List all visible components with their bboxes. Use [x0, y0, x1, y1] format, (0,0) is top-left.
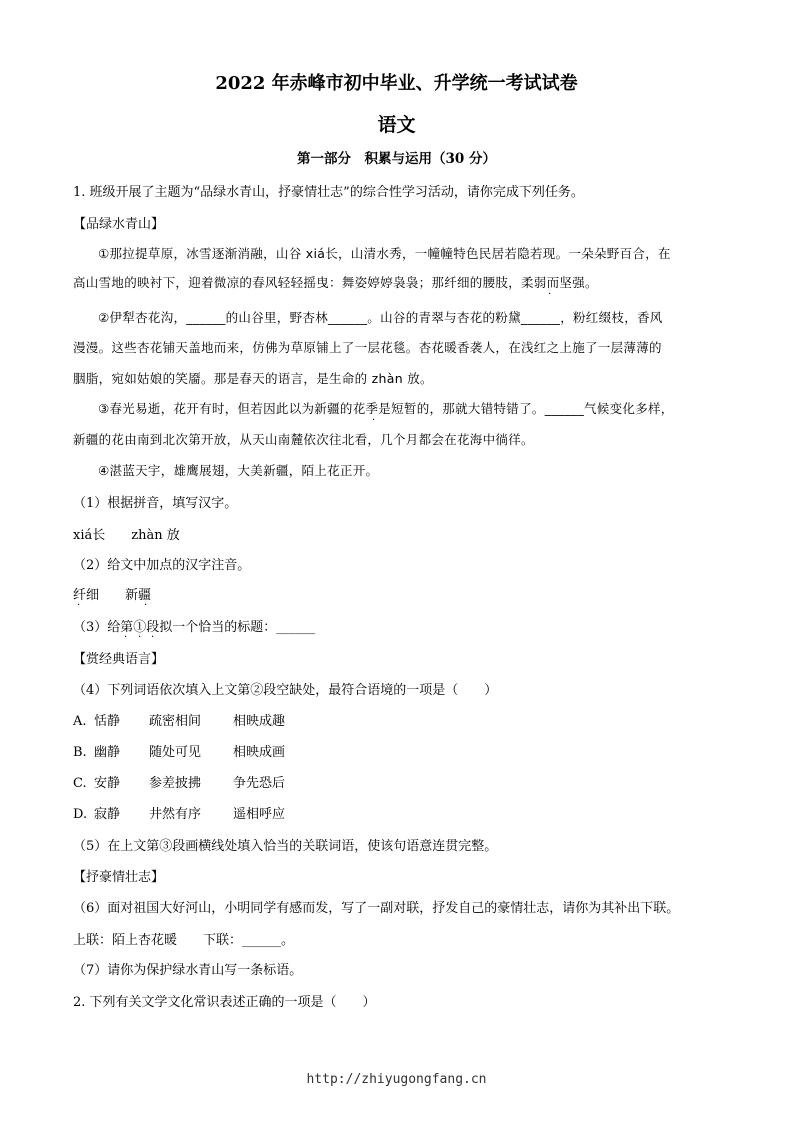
passage-paragraph-2-line-1: ②伊犁杏花沟，______的山谷里，野杏林______。山谷的青翠与杏花的粉黛______，粉红缀枝，香风 — [98, 310, 663, 325]
sub-question-4: （4）下列词语依次填入上文第②段空缺处，最符合语境的一项是（ ） — [73, 683, 498, 698]
option-word: 寂静 — [94, 807, 121, 822]
emphasis-dot: · — [144, 600, 148, 611]
passage-paragraph-1-line-2: 高山雪地的映衬下，迎着微凉的春风轻轻摇曳：舞姿婷婷袅袅；那纤细的腰肢，柔弱而坚强。 — [73, 275, 598, 290]
sub-question-6: （6）面对祖国大好河山，小明同学有感而发，写了一副对联，抒发自己的豪情壮志，请你为其补出下联。 — [73, 901, 680, 916]
couplet-line: 上联：陌上杏花暖 下联：______。 — [73, 933, 295, 948]
sub-question-7: （7）请你为保护绿水青山写一条标语。 — [73, 963, 303, 978]
emphasis-dot: · — [138, 632, 142, 643]
passage-paragraph-4-line-1: ④湛蓝天宇，雄鹰展翅，大美新疆，陌上花正开。 — [98, 463, 379, 478]
option-word: 疏密相间 — [149, 714, 202, 729]
option-letter: B. — [73, 745, 87, 760]
option-b[interactable] — [73, 744, 285, 762]
emphasis-dot: · — [548, 289, 552, 300]
option-word: 幽静 — [94, 745, 121, 760]
option-c[interactable] — [73, 775, 285, 793]
option-a[interactable] — [73, 713, 285, 731]
option-letter: C. — [73, 776, 87, 791]
sub-question-2: （2）给文中加点的汉字注音。 — [73, 558, 251, 573]
sub-question-1-items: xiá长 zhàn 放 — [73, 528, 180, 543]
emphasis-dot: · — [151, 632, 155, 643]
emphasis-dot: · — [124, 632, 128, 643]
option-word: 相映成画 — [233, 745, 286, 760]
passage-paragraph-3-line-2: 新疆的花由南到北次第开放，从天山南麓依次往北看，几个月都会在花海中徜徉。 — [73, 432, 534, 447]
subject-title: 语文 — [377, 114, 416, 136]
question-1-stem: 1. 班级开展了主题为“品绿水青山，抒豪情壮志”的综合性学习活动，请你完成下列任务。 — [73, 185, 584, 200]
option-word: 安静 — [94, 776, 121, 791]
option-word: 争先恐后 — [233, 776, 286, 791]
passage-paragraph-1-line-1: ①那拉提草原，冰雪逐渐消融，山谷 xiá长，山清水秀，一幢幢特色民居若隐若现。一朵朵野百合，在 — [98, 246, 671, 261]
emphasis-dot: · — [372, 415, 376, 426]
part-heading-aspirations: 【抒豪情壮志】 — [73, 870, 165, 885]
question-2-stem: 2. 下列有关文学文化常识表述正确的一项是（ ） — [73, 995, 376, 1010]
option-letter: A. — [73, 714, 87, 729]
option-d[interactable] — [73, 806, 285, 824]
option-word: 井然有序 — [149, 807, 202, 822]
passage-paragraph-2-line-3: 胭脂，宛如姑娘的笑靥。那是春天的语言，是生命的 zhàn 放。 — [73, 371, 433, 386]
option-word: 参差披拂 — [149, 776, 202, 791]
emphasis-dot: · — [77, 600, 81, 611]
sub-question-3: （3）给第①段拟一个恰当的标题：______ — [73, 620, 316, 635]
sub-question-1: （1）根据拼音，填写汉字。 — [73, 496, 238, 511]
option-word: 相映成趣 — [233, 714, 286, 729]
footer-url[interactable]: http://zhiyugongfang.cn — [306, 1072, 487, 1087]
option-word: 恬静 — [94, 714, 121, 729]
section-title: 第一部分 积累与运用（30 分） — [297, 151, 496, 167]
exam-title: 2022 年赤峰市初中毕业、升学统一考试试卷 — [215, 73, 578, 94]
option-word: 随处可见 — [149, 745, 202, 760]
passage-paragraph-2-line-2: 漫漫。这些杏花铺天盖地而来，仿佛为草原铺上了一层花毯。杏花暖香袭人，在浅红之上施了一层薄薄的 — [73, 340, 662, 355]
option-letter: D. — [73, 807, 88, 822]
sub-question-5: （5）在上文第③段画横线处填入恰当的关联词语，使该句语意连贯完整。 — [73, 839, 498, 854]
part-heading-classic-language: 【赏经典语言】 — [73, 652, 165, 667]
passage-paragraph-3-line-1: ③春光易逝，花开有时，但若因此以为新疆的花季是短暂的，那就大错特错了。______气候变化多样， — [98, 401, 674, 416]
part-heading-green-mountains: 【品绿水青山】 — [73, 217, 165, 232]
option-word: 遥相呼应 — [233, 807, 286, 822]
sub-question-2-items: 纤细 新疆 — [73, 588, 152, 603]
